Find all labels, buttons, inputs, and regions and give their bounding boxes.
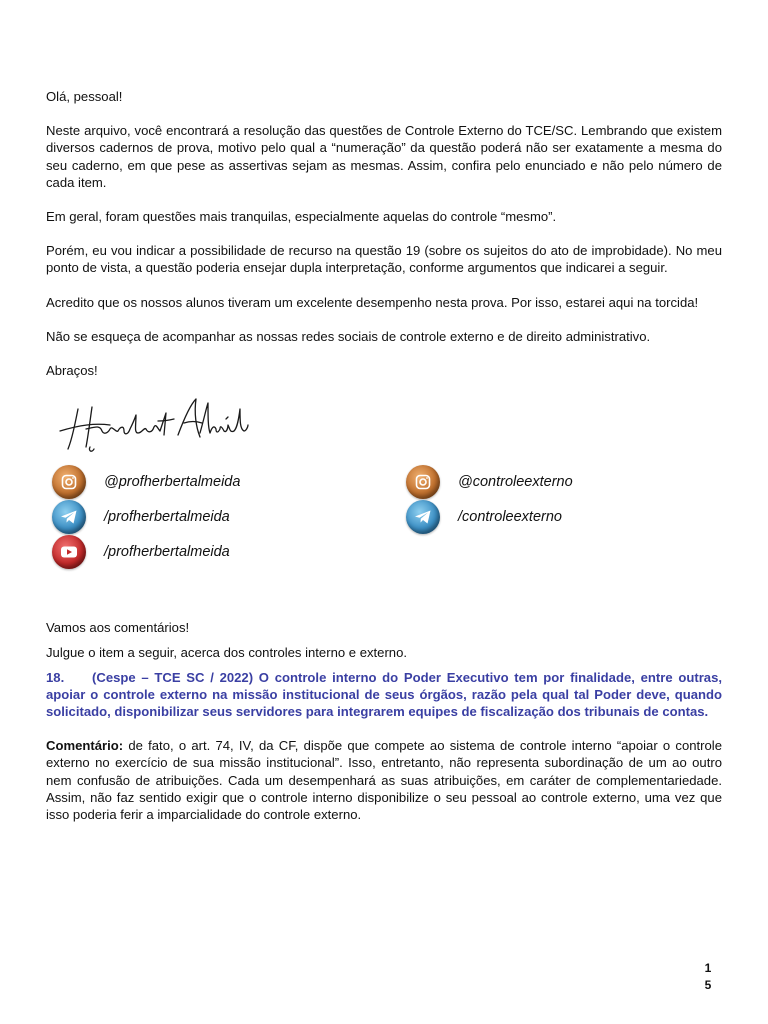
instagram-icon bbox=[406, 465, 440, 499]
social-handle: /profherbertalmeida bbox=[104, 543, 230, 560]
social-handle: /controleexterno bbox=[458, 508, 562, 525]
social-handle: @controleexterno bbox=[458, 473, 573, 490]
comment bbox=[46, 737, 722, 823]
section-lead: Vamos aos comentários! bbox=[46, 620, 190, 636]
social-item-instagram-controle[interactable] bbox=[406, 465, 573, 499]
social-handle: /profherbertalmeida bbox=[104, 508, 230, 525]
comment-label: Comentário: bbox=[46, 738, 124, 754]
youtube-icon bbox=[52, 535, 86, 569]
page-number bbox=[702, 960, 714, 994]
intro-paragraph-4: Acredito que os nossos alunos tiveram um excelente desempenho nesta prova. Por isso, estarei aqui na torcida! bbox=[46, 294, 699, 310]
telegram-icon bbox=[52, 500, 86, 534]
instruction: Julgue o item a seguir, acerca dos controles interno e externo. bbox=[46, 645, 408, 661]
signature bbox=[46, 389, 722, 461]
page-number-line-2: 5 bbox=[704, 978, 712, 992]
question-number: 18. bbox=[46, 669, 65, 685]
intro-paragraph-1: Neste arquivo, você encontrará a resolução das questões de Controle Externo do TCE/SC. Lembrando que existem diversos cadernos de prova, motivo pelo qual a “numeração” da questão poderá não ser exatamente a mesma do seu caderno, em que pese as assertivas sejam as mesmas. Assim, confira pelo enunciado e não pelo número de cada item. bbox=[46, 123, 722, 190]
signature-image bbox=[50, 389, 250, 459]
intro-paragraph-3: Porém, eu vou indicar a possibilidade de recurso na questão 19 (sobre os sujeitos do ato de improbidade). No meu ponto de vista, a questão poderia ensejar dupla interpretação, conforme argumentos que indicarei a seguir. bbox=[46, 243, 722, 276]
question-18 bbox=[46, 669, 722, 721]
document-page bbox=[46, 88, 722, 823]
intro-paragraph-2: Em geral, foram questões mais tranquilas, especialmente aquelas do controle “mesmo”. bbox=[46, 209, 557, 225]
instagram-icon bbox=[52, 465, 86, 499]
social-links bbox=[46, 465, 722, 585]
question-text: (Cespe – TCE SC / 2022) O controle interno do Poder Executivo tem por finalidade, entre outras, apoiar o controle externo na missão institucional de seus órgãos, razão pela qual tal Poder deve, quando solicitado, disponibilizar seus servidores para integrarem equipes de fiscalização dos tribunais de contas. bbox=[46, 669, 722, 720]
social-item-telegram-personal[interactable] bbox=[52, 500, 230, 534]
closing: Abraços! bbox=[46, 363, 98, 379]
social-item-telegram-controle[interactable] bbox=[406, 500, 562, 534]
comment-text: de fato, o art. 74, IV, da CF, dispõe que compete ao sistema de controle interno “apoiar o controle externo no exercício de sua missão institucional”. Isso, entretanto, não representa subordinação de um ao outro nem confusão de atribuições. Cada um desempenhará as suas atribuições, em caráter de complementariedade. Assim, não faz sentido exigir que o controle interno disponibilize o seu pessoal ao controle externo, uma vez que isso poderia ferir a imparcialidade do controle externo. bbox=[46, 738, 722, 823]
social-item-youtube-personal[interactable] bbox=[52, 535, 230, 569]
telegram-icon bbox=[406, 500, 440, 534]
social-handle: @profherbertalmeida bbox=[104, 473, 241, 490]
page-number-line-1: 1 bbox=[704, 961, 712, 975]
social-item-instagram-personal[interactable] bbox=[52, 465, 240, 499]
greeting: Olá, pessoal! bbox=[46, 89, 123, 104]
intro-paragraph-5: Não se esqueça de acompanhar as nossas redes sociais de controle externo e de direito administrativo. bbox=[46, 328, 651, 344]
